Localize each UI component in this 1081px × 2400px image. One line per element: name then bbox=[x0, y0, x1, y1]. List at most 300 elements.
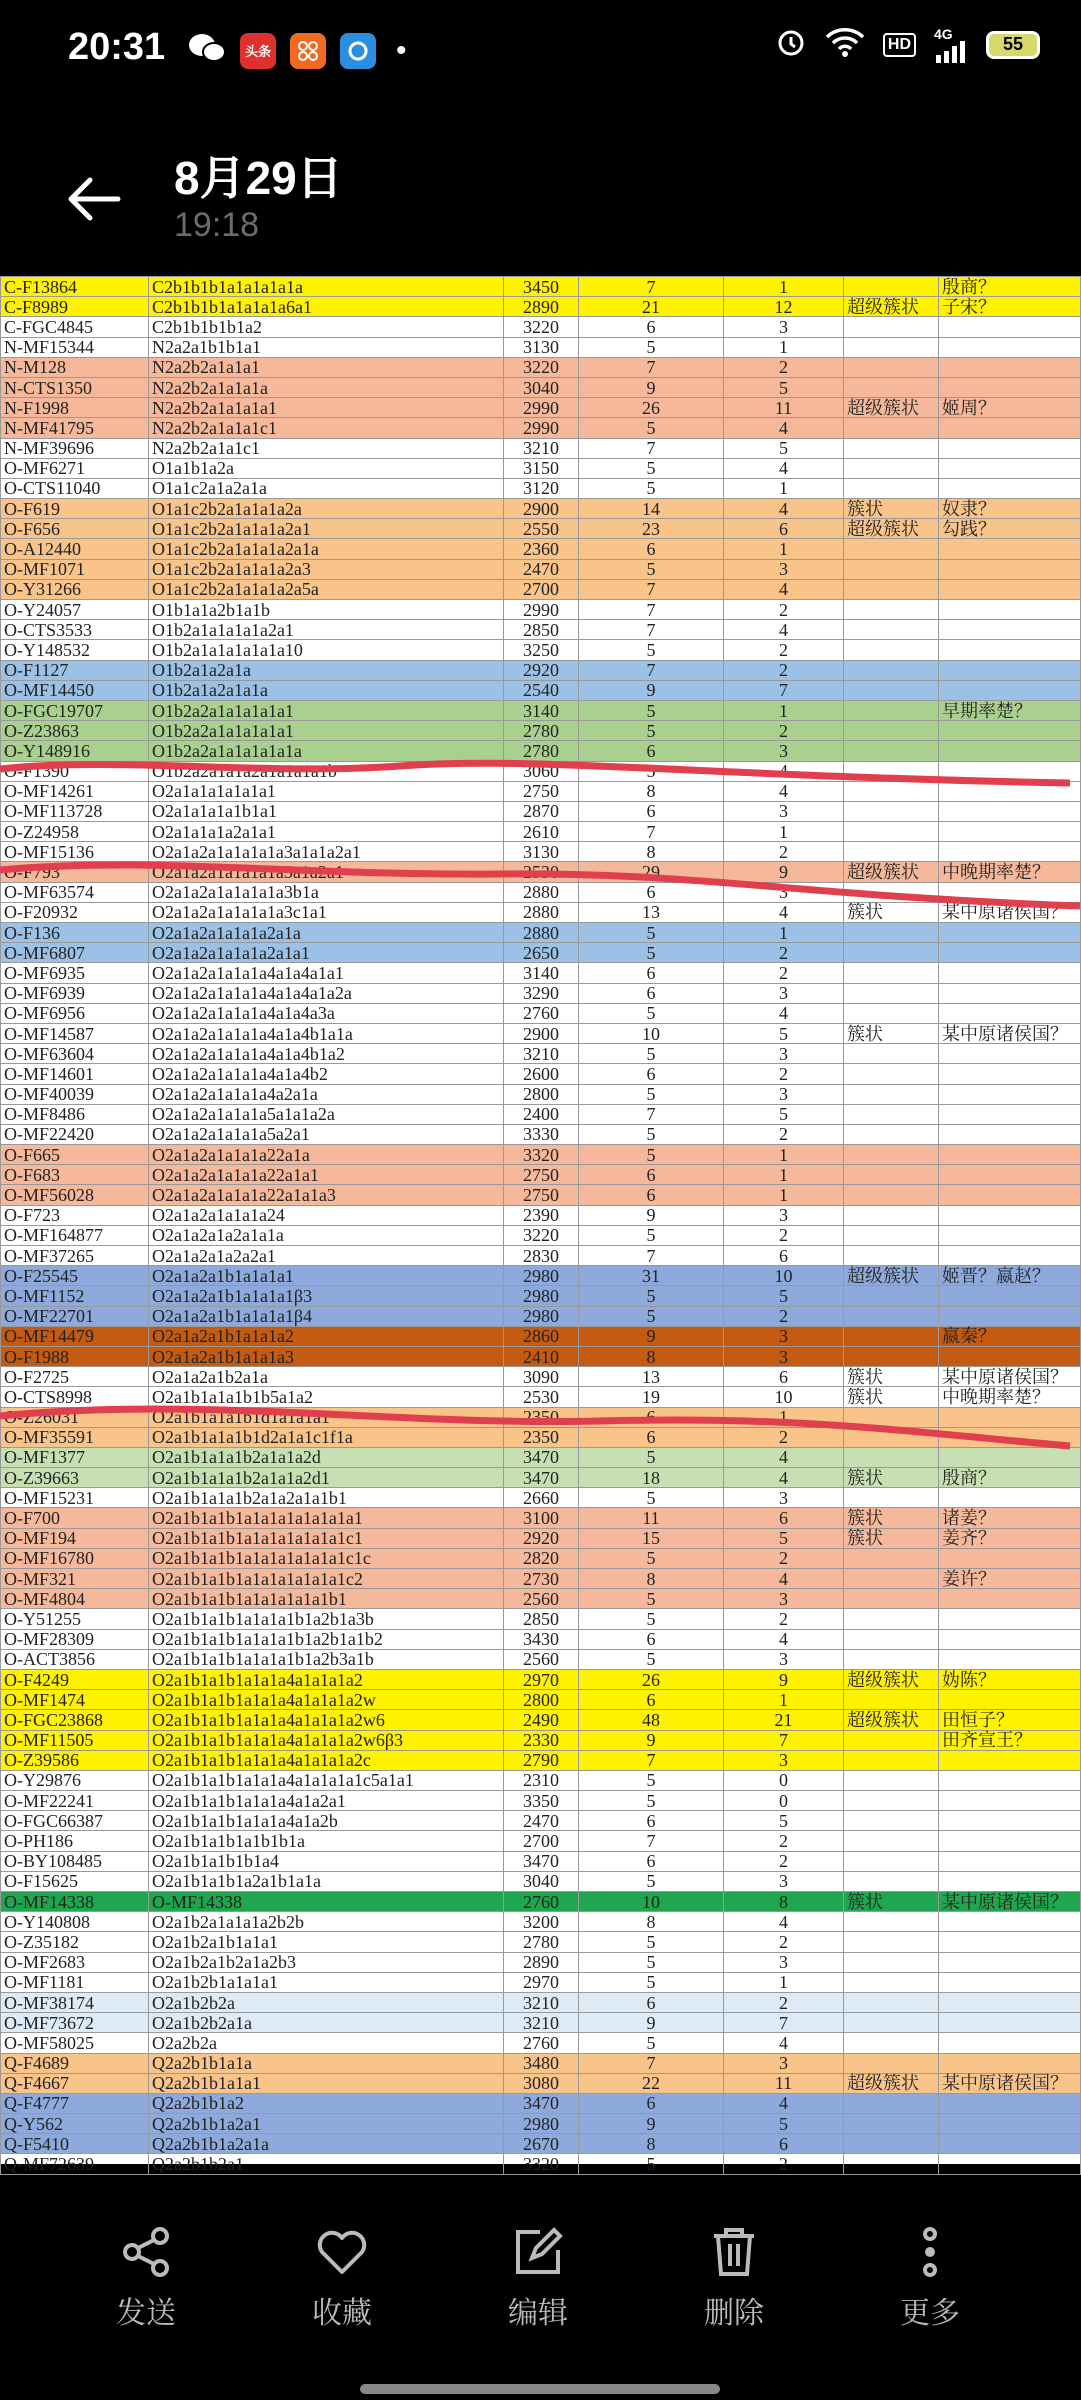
table-cell: 3130 bbox=[504, 337, 579, 357]
table-cell: 2 bbox=[724, 1225, 844, 1245]
table-cell: O2a1b1a1a1b1b5a1a2 bbox=[149, 1387, 504, 1407]
battery-icon: 55 bbox=[986, 31, 1040, 59]
table-cell: 4 bbox=[724, 1912, 844, 1932]
table-cell: 21 bbox=[724, 1710, 844, 1730]
table-cell: 中晚期率楚？ bbox=[939, 1387, 1081, 1407]
table-cell: 2 bbox=[724, 2154, 844, 2174]
table-cell: 5 bbox=[579, 761, 724, 781]
table-cell: O-MF6271 bbox=[1, 458, 149, 478]
grid-app-icon bbox=[290, 33, 326, 69]
table-cell: O2a1b1a1b1a1a1a4a1a1a1a2 bbox=[149, 1669, 504, 1689]
table-cell: 5 bbox=[579, 640, 724, 660]
table-cell: O-MF56028 bbox=[1, 1185, 149, 1205]
table-cell: 6 bbox=[579, 1851, 724, 1871]
table-cell: 2780 bbox=[504, 721, 579, 741]
table-cell: 2830 bbox=[504, 1246, 579, 1266]
table-cell: 2 bbox=[724, 1064, 844, 1084]
table-cell: O-F25545 bbox=[1, 1266, 149, 1286]
table-cell: O-PH186 bbox=[1, 1831, 149, 1851]
table-cell: 2750 bbox=[504, 1185, 579, 1205]
table-cell: O-MF1181 bbox=[1, 1972, 149, 1992]
table-cell: O-MF38174 bbox=[1, 1992, 149, 2012]
heart-icon bbox=[262, 2224, 422, 2280]
table-cell: 某中原诸侯国？ bbox=[939, 1367, 1081, 1387]
table-cell: 2600 bbox=[504, 1064, 579, 1084]
table-cell: 簇状 bbox=[844, 1023, 939, 1043]
table-cell: 6 bbox=[579, 741, 724, 761]
table-cell: 5 bbox=[579, 559, 724, 579]
table-cell: 2 bbox=[724, 1851, 844, 1871]
table-cell: O2a1b2b2a bbox=[149, 1992, 504, 2012]
share-button[interactable] bbox=[66, 2224, 226, 2332]
table-cell: 29 bbox=[579, 862, 724, 882]
table-cell: 簇状 bbox=[844, 1387, 939, 1407]
table-cell: 3 bbox=[724, 1488, 844, 1508]
network-label: 4G bbox=[934, 25, 953, 42]
table-cell: 2760 bbox=[504, 1003, 579, 1023]
table-cell: 2 bbox=[724, 600, 844, 620]
table-cell: 3 bbox=[724, 1205, 844, 1225]
table-cell: O-F1988 bbox=[1, 1346, 149, 1366]
table-cell: 3150 bbox=[504, 458, 579, 478]
table-cell: O2a1b1a1b1a1b1b1a bbox=[149, 1831, 504, 1851]
table-cell: 2 bbox=[724, 1548, 844, 1568]
table-cell: O2a1b1a1a1b1d1a1a1a1 bbox=[149, 1407, 504, 1427]
table-cell: 奴隶？ bbox=[939, 499, 1081, 519]
table-cell: O-FGC23868 bbox=[1, 1710, 149, 1730]
table-cell: 9 bbox=[724, 862, 844, 882]
table-cell: 5 bbox=[724, 1811, 844, 1831]
table-cell: 2990 bbox=[504, 398, 579, 418]
table-cell: 1 bbox=[724, 1165, 844, 1185]
table-cell: 6 bbox=[724, 1508, 844, 1528]
table-cell: O-Y29876 bbox=[1, 1770, 149, 1790]
table-cell: 4 bbox=[724, 579, 844, 599]
delete-label: 删除 bbox=[704, 2297, 764, 2330]
favorite-button[interactable] bbox=[262, 2224, 422, 2332]
table-cell: 8 bbox=[724, 1892, 844, 1912]
table-cell: 1 bbox=[724, 700, 844, 720]
table-cell: 簇状 bbox=[844, 1468, 939, 1488]
photo-date: 8月29日 bbox=[174, 152, 343, 204]
table-cell: 3210 bbox=[504, 438, 579, 458]
table-cell: 2 bbox=[724, 1124, 844, 1144]
table-cell: 3210 bbox=[504, 1044, 579, 1064]
table-cell: O-F136 bbox=[1, 923, 149, 943]
table-cell: O2a1b2b2a1a bbox=[149, 2013, 504, 2033]
table-cell: 2 bbox=[724, 1992, 844, 2012]
table-cell: O2a1a2a1b1a1a1a1β4 bbox=[149, 1306, 504, 1326]
table-cell: O-Y31266 bbox=[1, 579, 149, 599]
table-cell: 9 bbox=[579, 1730, 724, 1750]
status-bar bbox=[0, 0, 1080, 96]
table-cell: C-FGC4845 bbox=[1, 317, 149, 337]
table-cell: O-F15625 bbox=[1, 1871, 149, 1891]
table-cell: O2a1a1a1a2a1a1 bbox=[149, 822, 504, 842]
table-cell: O-F4249 bbox=[1, 1669, 149, 1689]
table-cell: O2a1a2a1a1a1a1a3a1a2a1 bbox=[149, 862, 504, 882]
table-cell: O1a1b1a2a bbox=[149, 458, 504, 478]
table-cell: Q2a2b1b1a1a1 bbox=[149, 2073, 504, 2093]
table-cell: 2970 bbox=[504, 1972, 579, 1992]
table-cell: O-MF6807 bbox=[1, 943, 149, 963]
table-cell: O-MF58025 bbox=[1, 2033, 149, 2053]
table-cell: 2490 bbox=[504, 1710, 579, 1730]
more-label: 更多 bbox=[900, 2297, 960, 2330]
table-cell: 2 bbox=[724, 943, 844, 963]
table-cell: 3 bbox=[724, 741, 844, 761]
table-cell: 3 bbox=[724, 1750, 844, 1770]
table-cell: 1 bbox=[724, 277, 844, 297]
table-cell: 6 bbox=[724, 1246, 844, 1266]
table-cell: 3210 bbox=[504, 2013, 579, 2033]
table-cell: O2a1a2a1b1a1a1a1β3 bbox=[149, 1286, 504, 1306]
table-cell: O-A12440 bbox=[1, 539, 149, 559]
table-cell: 2 bbox=[724, 1306, 844, 1326]
table-cell: 6 bbox=[579, 1690, 724, 1710]
table-cell: O-Z35182 bbox=[1, 1932, 149, 1952]
table-cell: 4 bbox=[724, 499, 844, 519]
browser-icon bbox=[340, 33, 376, 69]
table-cell: 2980 bbox=[504, 1286, 579, 1306]
more-button[interactable] bbox=[850, 2224, 1010, 2332]
table-cell: O2a1a2a1b1a1a1a1 bbox=[149, 1266, 504, 1286]
table-cell: 2530 bbox=[504, 862, 579, 882]
table-cell: 3 bbox=[724, 801, 844, 821]
table-cell: 13 bbox=[579, 1367, 724, 1387]
table-cell: 3120 bbox=[504, 478, 579, 498]
table-cell: O-MF8486 bbox=[1, 1104, 149, 1124]
table-cell: 6 bbox=[724, 519, 844, 539]
table-cell: O2a1a2a1a1a1a2a1a bbox=[149, 923, 504, 943]
table-cell: 3200 bbox=[504, 1912, 579, 1932]
table-cell: 3 bbox=[724, 317, 844, 337]
table-cell: 3350 bbox=[504, 1791, 579, 1811]
table-cell: 9 bbox=[724, 1669, 844, 1689]
table-cell: 3430 bbox=[504, 1629, 579, 1649]
table-cell: 5 bbox=[579, 1649, 724, 1669]
table-cell: 超级簇状 bbox=[844, 1266, 939, 1286]
table-cell: O2a1a2a1a1a1a2a1a1 bbox=[149, 943, 504, 963]
table-cell: O2a1a2a1a1a1a4a1a4a1a2a bbox=[149, 983, 504, 1003]
table-cell: 2750 bbox=[504, 781, 579, 801]
table-cell: 5 bbox=[579, 1306, 724, 1326]
table-cell: O-F700 bbox=[1, 1508, 149, 1528]
table-cell: 7 bbox=[579, 1831, 724, 1851]
edit-label: 编辑 bbox=[508, 2297, 568, 2330]
table-cell: Q2a2b1b1a2a1a bbox=[149, 2134, 504, 2154]
table-cell: 中晚期率楚？ bbox=[939, 862, 1081, 882]
table-cell: 7 bbox=[579, 822, 724, 842]
table-cell: 2780 bbox=[504, 741, 579, 761]
table-cell: O2a1a2a1a1a1a4a1a4b1a2 bbox=[149, 1044, 504, 1064]
table-cell: 2350 bbox=[504, 1427, 579, 1447]
table-cell: O2a1b2a1b2a1a2b3 bbox=[149, 1952, 504, 1972]
table-cell: 2920 bbox=[504, 1528, 579, 1548]
table-cell: 簇状 bbox=[844, 1508, 939, 1528]
red-strike-line bbox=[0, 1409, 1070, 1446]
table-cell: 田恒子？ bbox=[939, 1710, 1081, 1730]
table-cell: 7 bbox=[579, 2053, 724, 2073]
table-cell: O-MF1474 bbox=[1, 1690, 149, 1710]
table-cell: O-CTS11040 bbox=[1, 478, 149, 498]
signal-icon bbox=[934, 27, 968, 63]
table-cell: 某中原诸侯国？ bbox=[939, 902, 1081, 922]
table-cell: O1b2a1a1a1a1a1a10 bbox=[149, 640, 504, 660]
table-cell: 6 bbox=[579, 963, 724, 983]
table-cell: O2a1b1a1b1b1a4 bbox=[149, 1851, 504, 1871]
favorite-label: 收藏 bbox=[312, 2297, 372, 2330]
table-cell: 6 bbox=[579, 1427, 724, 1447]
table-cell: 5 bbox=[724, 1023, 844, 1043]
table-cell: 簇状 bbox=[844, 1367, 939, 1387]
table-cell: Q-F5410 bbox=[1, 2134, 149, 2154]
table-cell: 4 bbox=[724, 781, 844, 801]
table-cell: 5 bbox=[579, 418, 724, 438]
table-cell: 7 bbox=[724, 680, 844, 700]
table-cell: O2a1b2a1b1a1a1 bbox=[149, 1932, 504, 1952]
table-cell: 3470 bbox=[504, 2093, 579, 2113]
table-cell: 7 bbox=[724, 1730, 844, 1750]
table-cell: 15 bbox=[579, 1528, 724, 1548]
table-cell: O-MF14601 bbox=[1, 1064, 149, 1084]
table-cell: 5 bbox=[579, 1124, 724, 1144]
table-cell: 2850 bbox=[504, 620, 579, 640]
table-cell: N-M128 bbox=[1, 357, 149, 377]
table-cell: O1b2a2a1a1a2a1a1a1a1b bbox=[149, 761, 504, 781]
table-cell: O1a1c2b2a1a1a1a2a bbox=[149, 499, 504, 519]
table-cell: 2980 bbox=[504, 2114, 579, 2134]
more-notifications-icon: • bbox=[396, 33, 407, 67]
table-cell: 1 bbox=[724, 539, 844, 559]
table-cell: 22 bbox=[579, 2073, 724, 2093]
table-cell: O-F619 bbox=[1, 499, 149, 519]
table-cell: 3 bbox=[724, 1326, 844, 1346]
table-cell: 2890 bbox=[504, 297, 579, 317]
table-cell: O-MF194 bbox=[1, 1528, 149, 1548]
table-cell: 5 bbox=[579, 1084, 724, 1104]
table-cell: 5 bbox=[579, 1791, 724, 1811]
table-cell: O-F1390 bbox=[1, 761, 149, 781]
system-icons bbox=[775, 26, 1040, 63]
table-cell: Q-F4777 bbox=[1, 2093, 149, 2113]
table-cell: 超级簇状 bbox=[844, 2073, 939, 2093]
table-cell: 5 bbox=[579, 923, 724, 943]
table-cell: 3 bbox=[724, 559, 844, 579]
table-cell: O2a1a2a1a1a1a4a1a4a3a bbox=[149, 1003, 504, 1023]
table-cell: 4 bbox=[724, 1629, 844, 1649]
table-cell: 4 bbox=[724, 1447, 844, 1467]
table-cell: O2a1a2a1b1a1a1a2 bbox=[149, 1326, 504, 1346]
table-cell: 48 bbox=[579, 1710, 724, 1730]
table-cell: Q2a2b1b1a1a bbox=[149, 2053, 504, 2073]
table-cell: 6 bbox=[579, 1629, 724, 1649]
table-cell: 3 bbox=[724, 1044, 844, 1064]
table-cell: 超级簇状 bbox=[844, 862, 939, 882]
table-cell: 2700 bbox=[504, 579, 579, 599]
table-cell: 2560 bbox=[504, 1589, 579, 1609]
table-cell: 6 bbox=[724, 1367, 844, 1387]
table-cell: Q-F4689 bbox=[1, 2053, 149, 2073]
table-cell: N2a2b2a1a1a1a1 bbox=[149, 398, 504, 418]
table-cell: 5 bbox=[579, 458, 724, 478]
table-cell: 2610 bbox=[504, 822, 579, 842]
table-cell: 5 bbox=[579, 1003, 724, 1023]
table-cell: 5 bbox=[579, 1044, 724, 1064]
table-cell: 2330 bbox=[504, 1730, 579, 1750]
table-cell: 2400 bbox=[504, 1104, 579, 1124]
table-cell: O-Z24958 bbox=[1, 822, 149, 842]
table-cell: O-MF15231 bbox=[1, 1488, 149, 1508]
table-cell: 5 bbox=[579, 1770, 724, 1790]
table-cell: Q-Y562 bbox=[1, 2114, 149, 2134]
table-cell: O-MF14261 bbox=[1, 781, 149, 801]
table-cell: O1b2a2a1a1a1a1a1 bbox=[149, 721, 504, 741]
table-cell: 2660 bbox=[504, 1488, 579, 1508]
table-cell: O-MF22701 bbox=[1, 1306, 149, 1326]
table-cell: 3 bbox=[724, 1649, 844, 1669]
table-cell: 3 bbox=[724, 1952, 844, 1972]
table-cell: 5 bbox=[579, 1488, 724, 1508]
table-cell: 5 bbox=[579, 943, 724, 963]
table-cell: 3330 bbox=[504, 1124, 579, 1144]
table-cell: O2a1a2a1b2a1a bbox=[149, 1367, 504, 1387]
table-cell: 3220 bbox=[504, 357, 579, 377]
table-cell: 6 bbox=[579, 1811, 724, 1831]
table-cell: 2 bbox=[724, 963, 844, 983]
table-cell: O2a1a1a1a1a1a1 bbox=[149, 781, 504, 801]
photo-image[interactable] bbox=[0, 276, 1080, 2175]
table-cell: 3290 bbox=[504, 983, 579, 1003]
table-cell: 4 bbox=[724, 418, 844, 438]
table-cell: 4 bbox=[724, 1468, 844, 1488]
table-cell: O2a1b1a1b1a1a1a1b1a2b3a1b bbox=[149, 1649, 504, 1669]
table-cell: O2a1a2a1a2a1a1a bbox=[149, 1225, 504, 1245]
table-cell: 26 bbox=[579, 398, 724, 418]
table-cell: O2a1a2a1a1a1a5a2a1 bbox=[149, 1124, 504, 1144]
table-cell: O-MF6935 bbox=[1, 963, 149, 983]
table-cell: 2 bbox=[724, 1831, 844, 1851]
table-cell: 2920 bbox=[504, 660, 579, 680]
wifi-icon bbox=[825, 27, 865, 62]
table-cell: 2 bbox=[724, 1932, 844, 1952]
table-cell: 3470 bbox=[504, 1851, 579, 1871]
table-cell: O-MF6956 bbox=[1, 1003, 149, 1023]
table-cell: O-MF164877 bbox=[1, 1225, 149, 1245]
table-cell: 6 bbox=[579, 983, 724, 1003]
table-cell: 7 bbox=[579, 620, 724, 640]
table-cell: 2990 bbox=[504, 600, 579, 620]
hd-icon: HD bbox=[883, 33, 916, 57]
table-cell: 4 bbox=[724, 458, 844, 478]
table-cell: C-F8989 bbox=[1, 297, 149, 317]
table-cell: 9 bbox=[579, 2013, 724, 2033]
table-cell: 2470 bbox=[504, 559, 579, 579]
table-cell: 2550 bbox=[504, 519, 579, 539]
table-cell: 2800 bbox=[504, 1690, 579, 1710]
table-cell: O1b2a1a1a1a1a2a1 bbox=[149, 620, 504, 640]
table-cell: 2470 bbox=[504, 1811, 579, 1831]
table-cell: 7 bbox=[579, 660, 724, 680]
table-cell: 2880 bbox=[504, 902, 579, 922]
table-cell: Q-MF72639 bbox=[1, 2154, 149, 2174]
table-cell: 7 bbox=[579, 600, 724, 620]
table-cell: 1 bbox=[724, 923, 844, 943]
table-cell: 2650 bbox=[504, 943, 579, 963]
table-cell: O2a1a2a1a1a1a4a2a1a bbox=[149, 1084, 504, 1104]
table-cell: O2a1b1a1b1a1a1a4a1a1a1a2w6β3 bbox=[149, 1730, 504, 1750]
table-cell: O-MF37265 bbox=[1, 1246, 149, 1266]
table-cell: 5 bbox=[579, 1972, 724, 1992]
table-cell: 3040 bbox=[504, 1871, 579, 1891]
home-indicator[interactable] bbox=[360, 2384, 720, 2394]
table-cell: O-MF22241 bbox=[1, 1791, 149, 1811]
table-cell: 簇状 bbox=[844, 902, 939, 922]
table-cell: O-BY108485 bbox=[1, 1851, 149, 1871]
table-cell: N-MF41795 bbox=[1, 418, 149, 438]
table-cell: Q2a2b1b1a2a1 bbox=[149, 2114, 504, 2134]
edit-button[interactable] bbox=[458, 2224, 618, 2332]
table-cell: 5 bbox=[579, 1932, 724, 1952]
table-cell: O-MF4804 bbox=[1, 1589, 149, 1609]
back-arrow-icon[interactable] bbox=[64, 174, 124, 224]
table-cell: 3220 bbox=[504, 317, 579, 337]
table-cell: 2 bbox=[724, 721, 844, 741]
table-cell: O1b2a2a1a1a1a1a1a bbox=[149, 741, 504, 761]
table-cell: O1a1c2b2a1a1a1a2a3 bbox=[149, 559, 504, 579]
table-cell: O1a1c2b2a1a1a1a2a1 bbox=[149, 519, 504, 539]
table-cell: C-F13864 bbox=[1, 277, 149, 297]
status-time: 20:31 bbox=[68, 26, 166, 68]
table-cell: N2a2b2a1a1a1c1 bbox=[149, 418, 504, 438]
table-cell: 10 bbox=[579, 1023, 724, 1043]
table-cell: O2a1a2a1a1a1a4a1a4b1a1a bbox=[149, 1023, 504, 1043]
table-cell: 2870 bbox=[504, 801, 579, 821]
table-cell: O2a1b1a1b1a1a1a1b1a2b1a1b2 bbox=[149, 1629, 504, 1649]
table-cell: 5 bbox=[579, 2154, 724, 2174]
alarm-icon bbox=[775, 26, 807, 63]
table-cell: O2a1a1a1a1b1a1 bbox=[149, 801, 504, 821]
table-cell: 6 bbox=[579, 1165, 724, 1185]
table-cell: 超级簇状 bbox=[844, 1669, 939, 1689]
table-cell: 某中原诸侯国？ bbox=[939, 2073, 1081, 2093]
table-cell: 13 bbox=[579, 902, 724, 922]
table-cell: 2750 bbox=[504, 1165, 579, 1185]
table-cell: 2990 bbox=[504, 418, 579, 438]
table-cell: N-MF39696 bbox=[1, 438, 149, 458]
delete-button[interactable] bbox=[654, 2224, 814, 2332]
table-cell: N-MF15344 bbox=[1, 337, 149, 357]
table-cell: O2a1b2b1a1a1a1 bbox=[149, 1972, 504, 1992]
table-cell: 5 bbox=[579, 1548, 724, 1568]
table-cell: 18 bbox=[579, 1468, 724, 1488]
table-cell: O2a1b1a1b1a1a1a4a1a2b bbox=[149, 1811, 504, 1831]
table-cell: O-MF1071 bbox=[1, 559, 149, 579]
table-cell: O2a1b1a1b1a1a1a4a1a1a1a2w bbox=[149, 1690, 504, 1710]
table-cell: 2800 bbox=[504, 1084, 579, 1104]
table-cell: 2780 bbox=[504, 1932, 579, 1952]
table-cell: 3480 bbox=[504, 2053, 579, 2073]
table-cell: O-MF14450 bbox=[1, 680, 149, 700]
table-cell: O2a1b1a1b1a1a1a1a1a1b1 bbox=[149, 1589, 504, 1609]
table-cell: O-MF14338 bbox=[1, 1892, 149, 1912]
table-cell: O-FGC66387 bbox=[1, 1811, 149, 1831]
table-cell: O2a1a2a1a1a1a4a1a4a1a1 bbox=[149, 963, 504, 983]
table-cell: 2970 bbox=[504, 1669, 579, 1689]
table-cell: 超级簇状 bbox=[844, 1710, 939, 1730]
table-cell: O-Z26031 bbox=[1, 1407, 149, 1427]
table-cell: O-F656 bbox=[1, 519, 149, 539]
